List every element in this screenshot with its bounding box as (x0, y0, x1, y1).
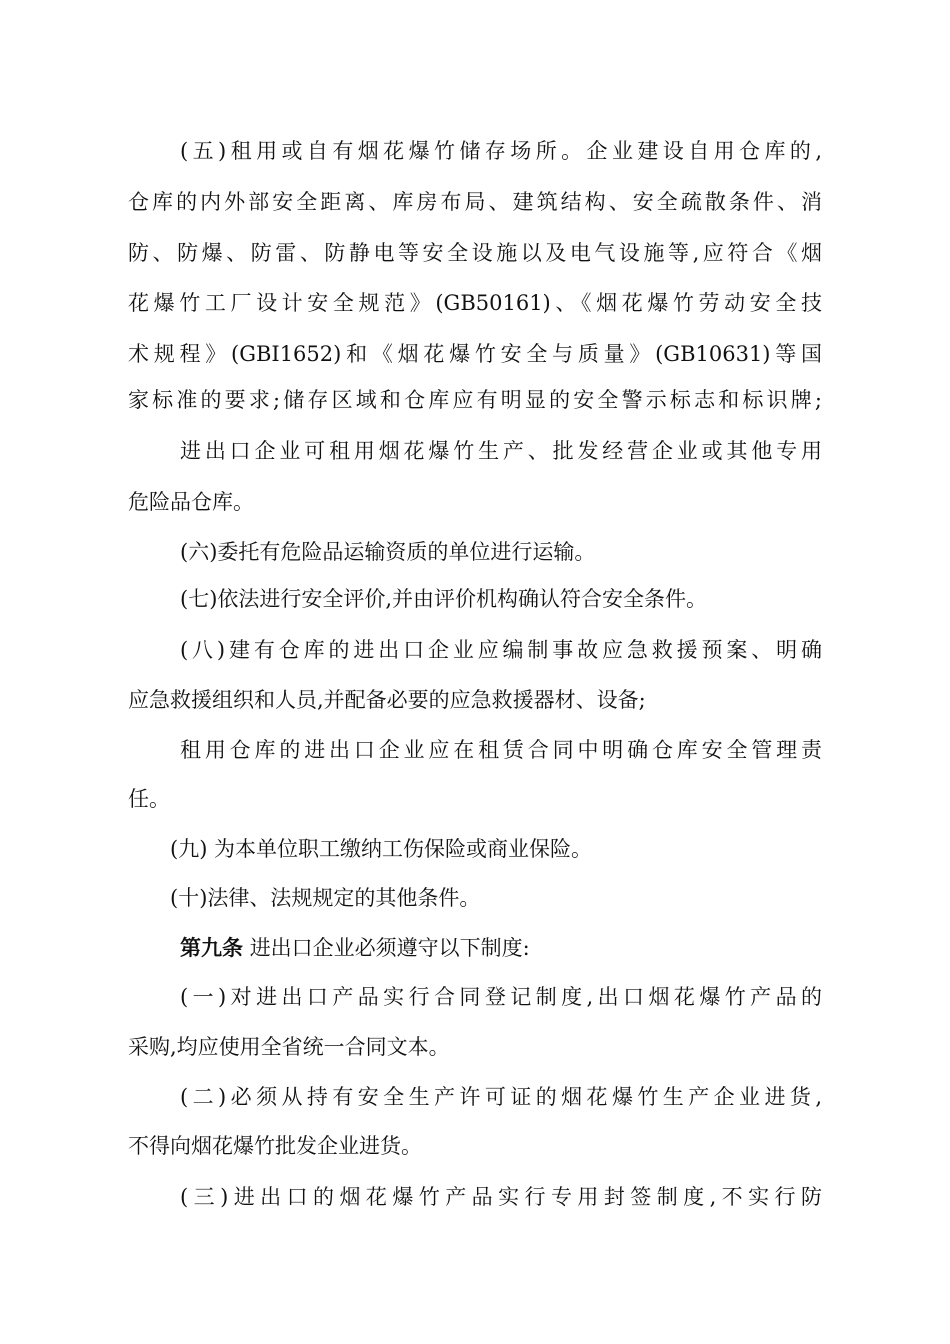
paragraph-line: 术规程》(GBI1652)和《烟花爆竹安全与质量》(GB10631)等国 (128, 342, 822, 366)
paragraph-line: 采购,均应使用全省统一合同文本。 (128, 1035, 450, 1059)
paragraph-line: (七)依法进行安全评价,并由评价机构确认符合安全条件。 (180, 587, 708, 611)
paragraph-line: (六)委托有危险品运输资质的单位进行运输。 (180, 540, 596, 564)
paragraph-line: 花爆竹工厂设计安全规范》(GB50161)、《烟花爆竹劳动安全技 (128, 291, 822, 315)
paragraph-line: 不得向烟花爆竹批发企业进货。 (128, 1134, 422, 1158)
paragraph-line: 危险品仓库。 (128, 490, 254, 514)
paragraph-line: (九) 为本单位职工缴纳工伤保险或商业保险。 (170, 837, 593, 861)
paragraph-line: 仓库的内外部安全距离、库房布局、建筑结构、安全疏散条件、消 (128, 190, 822, 214)
article-text: 进出口企业必须遵守以下制度: (249, 936, 530, 960)
article-heading-line (180, 928, 822, 968)
paragraph-line: 防、防爆、防雷、防静电等安全设施以及电气设施等,应符合《烟 (128, 241, 822, 265)
paragraph-line: (二)必须从持有安全生产许可证的烟花爆竹生产企业进货, (180, 1085, 822, 1109)
paragraph-line: (三)进出口的烟花爆竹产品实行专用封签制度,不实行防 (180, 1185, 822, 1209)
paragraph-line: (十)法律、法规规定的其他条件。 (170, 886, 481, 910)
paragraph-line: (五)租用或自有烟花爆竹储存场所。企业建设自用仓库的, (180, 139, 822, 163)
paragraph-line: (八)建有仓库的进出口企业应编制事故应急救援预案、明确 (180, 638, 822, 662)
article-label: 第九条 (180, 936, 243, 960)
paragraph-line: 租用仓库的进出口企业应在租赁合同中明确仓库安全管理责 (180, 738, 822, 762)
paragraph-line: 进出口企业可租用烟花爆竹生产、批发经营企业或其他专用 (180, 439, 822, 463)
paragraph-line: 任。 (128, 787, 170, 811)
paragraph-line: 应急救援组织和人员,并配备必要的应急救援器材、设备; (128, 688, 646, 712)
paragraph-line: (一)对进出口产品实行合同登记制度,出口烟花爆竹产品的 (180, 985, 822, 1009)
paragraph-line: 家标准的要求;储存区域和仓库应有明显的安全警示标志和标识牌; (128, 388, 822, 412)
